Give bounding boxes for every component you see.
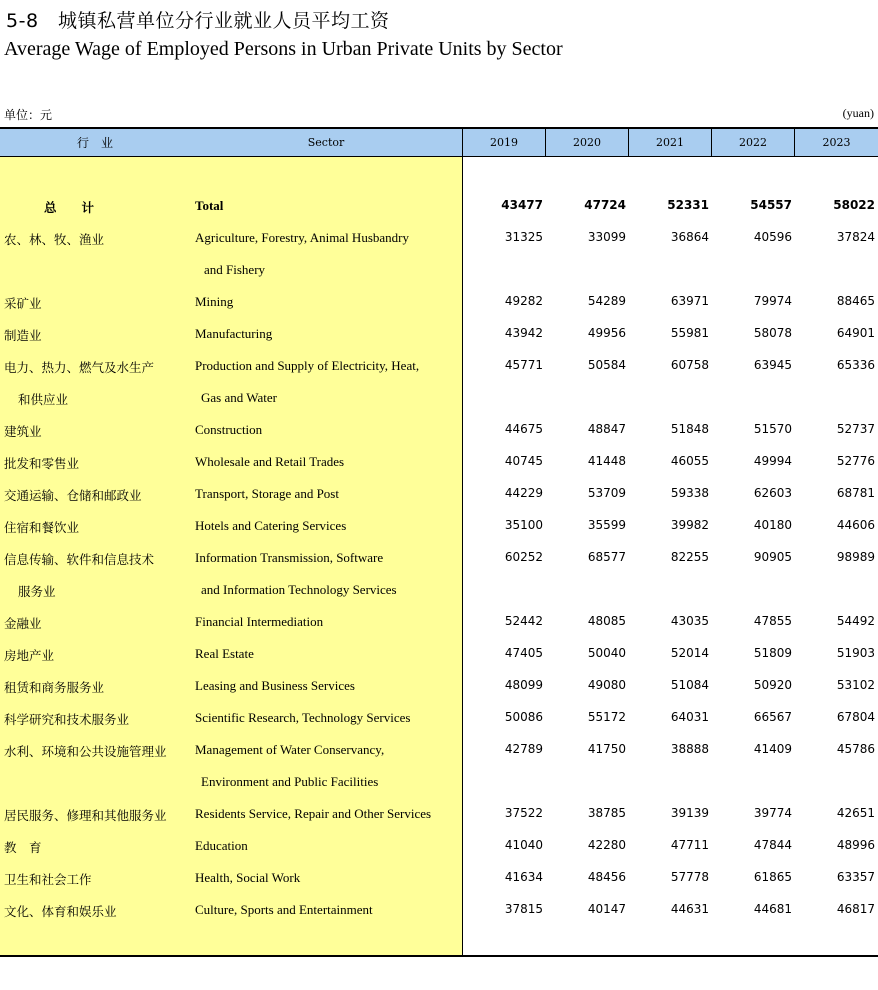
cell-value: 49282 bbox=[504, 294, 543, 308]
table-bottom-rule bbox=[0, 955, 878, 957]
cell-value: 35599 bbox=[587, 518, 626, 532]
cell-value: 64901 bbox=[836, 326, 875, 340]
cell-value: 50086 bbox=[504, 710, 543, 724]
row-label-cn: 水利、环境和公共设施管理业 bbox=[4, 744, 167, 759]
cell-value: 52776 bbox=[836, 454, 875, 468]
header-year-2019: 2019 bbox=[490, 136, 518, 149]
row-label-cn: 卫生和社会工作 bbox=[4, 872, 92, 887]
row-label-cn: 房地产业 bbox=[4, 648, 55, 663]
cell-value: 68781 bbox=[836, 486, 875, 500]
cell-value: 48456 bbox=[587, 870, 626, 884]
cell-value: 37824 bbox=[836, 230, 875, 244]
row-label-cn: 交通运输、仓储和邮政业 bbox=[4, 488, 142, 503]
cell-value: 42789 bbox=[504, 742, 543, 756]
cell-value: 55172 bbox=[587, 710, 626, 724]
cell-value: 42280 bbox=[587, 838, 626, 852]
cell-value: 98989 bbox=[836, 550, 875, 564]
cell-value: 48099 bbox=[504, 678, 543, 692]
cell-value: 45771 bbox=[504, 358, 543, 372]
cell-value: 58022 bbox=[833, 198, 875, 212]
cell-value: 43477 bbox=[501, 198, 543, 212]
cell-value: 90905 bbox=[753, 550, 792, 564]
cell-value: 50040 bbox=[587, 646, 626, 660]
cell-value: 37522 bbox=[504, 806, 543, 820]
row-label-en: Production and Supply of Electricity, Heat, bbox=[195, 358, 420, 373]
cell-value: 39774 bbox=[753, 806, 792, 820]
cell-value: 51570 bbox=[753, 422, 792, 436]
cell-value: 31325 bbox=[504, 230, 543, 244]
row-label-en: Health, Social Work bbox=[195, 870, 301, 885]
cell-value: 47711 bbox=[670, 838, 709, 852]
cell-value: 50584 bbox=[587, 358, 626, 372]
row-label-en-cont: and Information Technology Services bbox=[201, 582, 397, 597]
row-label-en: Mining bbox=[195, 294, 234, 309]
cell-value: 44229 bbox=[504, 486, 543, 500]
row-label-cn-cont: 和供应业 bbox=[18, 392, 69, 407]
cell-value: 43942 bbox=[504, 326, 543, 340]
cell-value: 62603 bbox=[753, 486, 792, 500]
cell-value: 51809 bbox=[753, 646, 792, 660]
row-label-en: Culture, Sports and Entertainment bbox=[195, 902, 373, 917]
cell-value: 48996 bbox=[836, 838, 875, 852]
cell-value: 54557 bbox=[750, 198, 792, 212]
row-label-en: Scientific Research, Technology Services bbox=[195, 710, 411, 725]
row-label-en: Manufacturing bbox=[195, 326, 273, 341]
row-label-cn: 建筑业 bbox=[4, 424, 42, 439]
row-label-en: Real Estate bbox=[195, 646, 254, 661]
sector-column-divider bbox=[462, 157, 463, 955]
row-label-cn: 制造业 bbox=[4, 328, 42, 343]
cell-value: 48847 bbox=[587, 422, 626, 436]
cell-value: 52331 bbox=[667, 198, 709, 212]
cell-value: 53102 bbox=[836, 678, 875, 692]
row-label-cn: 批发和零售业 bbox=[4, 456, 80, 471]
cell-value: 51848 bbox=[670, 422, 709, 436]
cell-value: 49956 bbox=[587, 326, 626, 340]
cell-value: 63971 bbox=[670, 294, 709, 308]
cell-value: 33099 bbox=[587, 230, 626, 244]
cell-value: 53709 bbox=[587, 486, 626, 500]
cell-value: 52442 bbox=[504, 614, 543, 628]
unit-label-cn: 单位：元 bbox=[4, 108, 53, 122]
cell-value: 43035 bbox=[670, 614, 709, 628]
header-sector-en: Sector bbox=[307, 136, 345, 149]
cell-value: 54492 bbox=[836, 614, 875, 628]
cell-value: 36864 bbox=[670, 230, 709, 244]
cell-value: 59338 bbox=[670, 486, 709, 500]
cell-value: 38785 bbox=[587, 806, 626, 820]
row-label-cn: 金融业 bbox=[4, 616, 42, 631]
cell-value: 48085 bbox=[587, 614, 626, 628]
row-label-en: Construction bbox=[195, 422, 263, 437]
cell-value: 64031 bbox=[670, 710, 709, 724]
cell-value: 82255 bbox=[670, 550, 709, 564]
cell-value: 47724 bbox=[584, 198, 626, 212]
page-title-en: Average Wage of Employed Persons in Urban Private Units by Sector bbox=[4, 38, 563, 60]
row-label-en-cont: Environment and Public Facilities bbox=[201, 774, 379, 789]
row-label-en: Management of Water Conservancy, bbox=[195, 742, 385, 757]
cell-value: 68577 bbox=[587, 550, 626, 564]
cell-value: 44631 bbox=[670, 902, 709, 916]
row-label-cn-cont: 服务业 bbox=[18, 584, 56, 599]
cell-value: 88465 bbox=[836, 294, 875, 308]
cell-value: 51903 bbox=[836, 646, 875, 660]
row-label-en: Agriculture, Forestry, Animal Husbandry bbox=[195, 230, 409, 245]
cell-value: 52737 bbox=[836, 422, 875, 436]
header-industry-cn: 行 业 bbox=[76, 136, 113, 150]
cell-value: 41448 bbox=[587, 454, 626, 468]
cell-value: 63945 bbox=[753, 358, 792, 372]
cell-value: 39139 bbox=[670, 806, 709, 820]
page-title-cn: 5-8 城镇私营单位分行业就业人员平均工资 bbox=[6, 10, 390, 32]
row-label-cn: 总 计 bbox=[44, 200, 95, 215]
row-label-en: Total bbox=[195, 198, 224, 213]
header-year-2022: 2022 bbox=[739, 136, 767, 149]
cell-value: 63357 bbox=[836, 870, 875, 884]
cell-value: 47844 bbox=[753, 838, 792, 852]
cell-value: 79974 bbox=[753, 294, 792, 308]
row-label-cn: 教 育 bbox=[4, 840, 42, 855]
cell-value: 58078 bbox=[753, 326, 792, 340]
cell-value: 44681 bbox=[753, 902, 792, 916]
cell-value: 42651 bbox=[836, 806, 875, 820]
header-year-2023: 2023 bbox=[822, 136, 851, 149]
cell-value: 44606 bbox=[836, 518, 875, 532]
cell-value: 60252 bbox=[504, 550, 543, 564]
row-label-en: Residents Service, Repair and Other Services bbox=[195, 806, 432, 821]
cell-value: 65336 bbox=[836, 358, 875, 372]
row-label-cn: 农、林、牧、渔业 bbox=[4, 232, 105, 247]
row-label-cn: 文化、体育和娱乐业 bbox=[4, 904, 117, 919]
cell-value: 35100 bbox=[504, 518, 543, 532]
row-label-cn: 信息传输、软件和信息技术 bbox=[4, 552, 155, 567]
cell-value: 41634 bbox=[504, 870, 543, 884]
cell-value: 66567 bbox=[753, 710, 792, 724]
row-label-en-cont: and Fishery bbox=[204, 262, 266, 277]
cell-value: 49080 bbox=[587, 678, 626, 692]
cell-value: 45786 bbox=[836, 742, 875, 756]
cell-value: 52014 bbox=[670, 646, 709, 660]
header-year-2021: 2021 bbox=[656, 136, 684, 149]
cell-value: 40596 bbox=[753, 230, 792, 244]
row-label-cn: 采矿业 bbox=[4, 296, 42, 311]
row-label-en: Hotels and Catering Services bbox=[195, 518, 347, 533]
cell-value: 44675 bbox=[504, 422, 543, 436]
cell-value: 55981 bbox=[670, 326, 709, 340]
cell-value: 46055 bbox=[670, 454, 709, 468]
row-label-en: Education bbox=[195, 838, 248, 853]
cell-value: 38888 bbox=[670, 742, 709, 756]
row-label-en: Information Transmission, Software bbox=[195, 550, 384, 565]
cell-value: 40147 bbox=[587, 902, 626, 916]
row-label-en: Wholesale and Retail Trades bbox=[195, 454, 345, 469]
cell-value: 51084 bbox=[670, 678, 709, 692]
cell-value: 54289 bbox=[587, 294, 626, 308]
row-label-cn: 居民服务、修理和其他服务业 bbox=[4, 808, 167, 823]
row-label-en: Transport, Storage and Post bbox=[195, 486, 339, 501]
row-label-en: Financial Intermediation bbox=[195, 614, 324, 629]
unit-label-en: (yuan) bbox=[842, 106, 874, 120]
cell-value: 47405 bbox=[504, 646, 543, 660]
row-label-en: Leasing and Business Services bbox=[195, 678, 355, 693]
row-label-cn: 科学研究和技术服务业 bbox=[4, 712, 130, 727]
cell-value: 57778 bbox=[670, 870, 709, 884]
row-label-cn: 住宿和餐饮业 bbox=[4, 520, 80, 535]
cell-value: 37815 bbox=[504, 902, 543, 916]
row-label-cn: 租赁和商务服务业 bbox=[4, 680, 105, 695]
cell-value: 47855 bbox=[753, 614, 792, 628]
cell-value: 41750 bbox=[587, 742, 626, 756]
cell-value: 67804 bbox=[836, 710, 875, 724]
cell-value: 41409 bbox=[753, 742, 792, 756]
row-label-cn: 电力、热力、燃气及水生产 bbox=[4, 360, 155, 375]
cell-value: 61865 bbox=[753, 870, 792, 884]
cell-value: 41040 bbox=[504, 838, 543, 852]
cell-value: 40180 bbox=[753, 518, 792, 532]
row-label-en-cont: Gas and Water bbox=[201, 390, 277, 405]
header-year-2020: 2020 bbox=[573, 136, 601, 149]
cell-value: 39982 bbox=[670, 518, 709, 532]
cell-value: 49994 bbox=[753, 454, 792, 468]
cell-value: 40745 bbox=[504, 454, 543, 468]
cell-value: 50920 bbox=[753, 678, 792, 692]
cell-value: 46817 bbox=[836, 902, 875, 916]
cell-value: 60758 bbox=[670, 358, 709, 372]
